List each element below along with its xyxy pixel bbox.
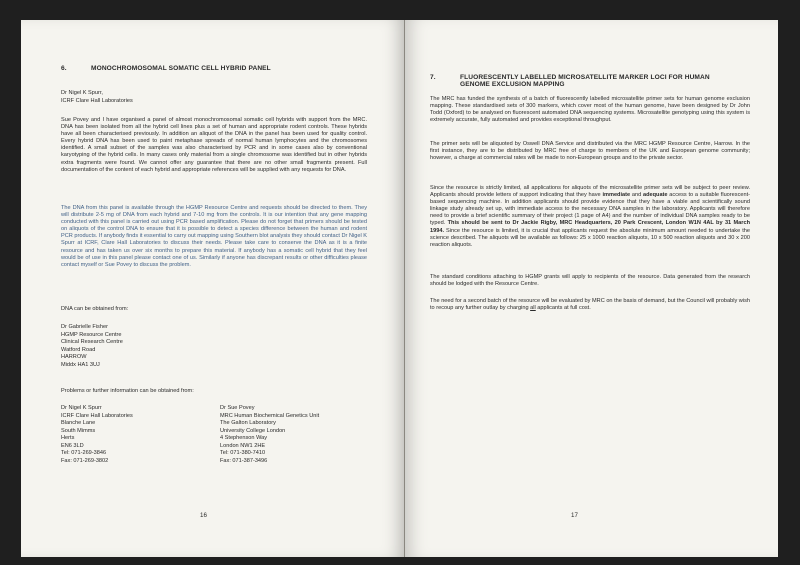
section-7-number: 7.	[430, 74, 436, 81]
contact-line: MRC Human Biochemical Genetics Unit	[220, 412, 320, 419]
right-page	[405, 20, 778, 557]
contact-line: Dr Nigel K Spurr	[61, 405, 102, 411]
contact-line: Blanche Lane	[61, 420, 96, 426]
contact-line: Dr Sue Povey	[220, 405, 255, 411]
address-line: HARROW	[61, 354, 87, 360]
paragraph-distribution: The primer sets will be aliquoted by Oswell DNA Service and distributed via the MRC HGMP Resource Centre, Harrow. In the first instance, they are to be distributed by MRC free of charge to members of the UK and European genome community; however, a charge at commercial rates will be made to non-European groups and to the private sector.	[430, 141, 750, 162]
contact-line: The Galton Laboratory	[220, 420, 276, 426]
author-block	[61, 90, 133, 105]
problems-label: Problems or further information can be obtained from:	[61, 388, 194, 394]
address-line: Middx HA1 3UJ	[61, 361, 100, 368]
author-affiliation: ICRF Clare Hall Laboratories	[61, 97, 133, 104]
submission-instruction: This should be sent to Dr Jackie Rigby, MRC Headquarters, 20 Park Crescent, London W1N 4AL by 31 March 1994.	[430, 220, 750, 234]
contact-line: ICRF Clare Hall Laboratories	[61, 412, 133, 419]
paragraph-availability: The DNA from this panel is available through the HGMP Resource Centre and requests should be directed to them. They will distribute 2-5 mg of DNA from each hybrid and 7-10 mg from the controls. It is our intention that any gene mapping conducted with this panel is carried out using PCR based amplification. Please do not forget that primers should be tested on aliquots of the control DNA to ensure that it is possible to detect a species difference between the human and rodent PCR products. If anybody finds it essential to carry out mapping using Southern blot analysis they should contact Dr Nigel K Spurr at ICRF, Clare Hall Laboratories to discuss their needs. Please take care to conserve the DNA as it is a finite resource and has taken us over six months to prepare this material. If anybody has a somatic cell hybrid that they feel would be of use in this panel please contact one of us. Similarly if anyone has discrepant results or other difficulties please contact myself or Sue Povey to discuss the problem.	[61, 205, 367, 268]
contact-line: South Mimms	[61, 427, 96, 434]
contact-line: Fax: 071-387-3496	[220, 457, 268, 464]
contact-line: London NW1 2HE	[220, 442, 266, 449]
paragraph-applications: Since the resource is strictly limited, all applications for aliquots of the microsatellite primer sets will be subject to peer review. Applicants should provide letters of support indicating that they have immediate and adequate access to a suitable fluorescent-based sequencing machine. In addition applicants should provide evidence that they have a viable and scientifically sound linkage study already set up, with immediate access to the necessary DNA samples in the laboratory. Applicants will therefore need to provide a brief scientific summary of their project (1 page of A4) and the number of individual DNA samples ready to be typed. This should be sent to Dr Jackie Rigby, MRC Headquarters, 20 Park Crescent, London W1N 4AL by 31 March 1994. Since the resource is limited, it is crucial that applicants request the absolute minimum amount needed to undertake the science described. The aliquots will be available as follows: 25 x 1000 reaction aliquots, 10 x 500 reaction aliquots and 30 x 200 reaction aliquots.	[430, 185, 751, 248]
section-7-title-line2: GENOME EXCLUSION MAPPING	[460, 81, 565, 88]
contact-line: EN6 3LD	[61, 442, 84, 449]
address-line: Clinical Research Centre	[61, 339, 123, 345]
contact-line: Fax: 071-269-3802	[61, 457, 109, 464]
page-number-right: 17	[571, 512, 578, 519]
author-name: Dr Nigel K Spurr,	[61, 90, 103, 96]
address-line: Watford Road	[61, 346, 96, 353]
dna-address	[61, 324, 123, 369]
section-6-number: 6.	[61, 65, 67, 72]
paragraph-funding: The MRC has funded the synthesis of a batch of fluorescently labelled microsatellite primer sets for human genome exclusion mapping. These standardised sets of 300 markers, which cover most of the human genome, have been designed by Dr John Todd (Oxford) to be analysed on fluorescent automated DNA sequencing systems. Microsatellite genotyping using this system is extremely accurate, fully automated and provides exceptional throughput.	[430, 96, 750, 124]
contact-line: Herts	[61, 435, 75, 441]
emphasis-adequate: adequate	[642, 192, 668, 199]
contact-line: University College London	[220, 427, 286, 434]
emphasis-immediate: immediate	[602, 192, 631, 199]
paragraph-second-batch: The need for a second batch of the resource will be evaluated by MRC on the basis of demand, but the Council will probably wish to recoup any further outlay by charging all applicants at full cost.	[430, 298, 750, 312]
section-7-heading	[430, 74, 710, 88]
paragraph-conditions: The standard conditions attaching to HGMP grants will apply to recipients of the resource. Data generated from the research should be lodged with the Resource Centre.	[430, 274, 750, 288]
left-page	[21, 20, 405, 557]
dna-obtain-label: DNA can be obtained from:	[61, 306, 129, 312]
section-6-heading	[61, 65, 271, 72]
section-7-title-line1: FLUORESCENTLY LABELLED MICROSATELLITE MARKER LOCI FOR HUMAN	[460, 74, 710, 81]
paragraph-panel-description: Sue Povey and I have organised a panel of almost monochromosomal somatic cell hybrids with support from the MRC. DNA has been isolated from all the hybrid cell lines plus a set of human and appropriate rodent controls. These hybrids have all been characterised previously. In addition an aliquot of the DNA in the panel has been used for quality control. Every hybrid DNA has been used to paint metaphase spreads of normal human lymphocytes and the chromosomes identified. A small subset of the samples was also characterised by PCR and in some cases also by conventional karyotyping of the hybrid cells. In many cases only material from a single chromosome was identified but in other hybrids extra fragments were found. We cannot offer any guarantee that there are no other small fragments present. Full documentation of the content of each hybrid and appropriate references will be supplied with any requests for DNA.	[61, 117, 367, 173]
contact-line: Tel: 071-269-3846	[61, 450, 107, 456]
contact-line: Tel: 071-380-7410	[220, 450, 266, 456]
emphasis-all: all	[530, 305, 536, 312]
address-line: Dr Gabrielle Fisher	[61, 324, 108, 330]
contact-povey	[220, 405, 319, 465]
address-line: HGMP Resource Centre	[61, 331, 122, 338]
contact-line: 4 Stephenson Way	[220, 435, 268, 441]
contact-spurr	[61, 405, 133, 465]
page-number-left: 16	[200, 512, 207, 519]
section-6-title: MONOCHROMOSOMAL SOMATIC CELL HYBRID PANEL	[91, 65, 271, 72]
